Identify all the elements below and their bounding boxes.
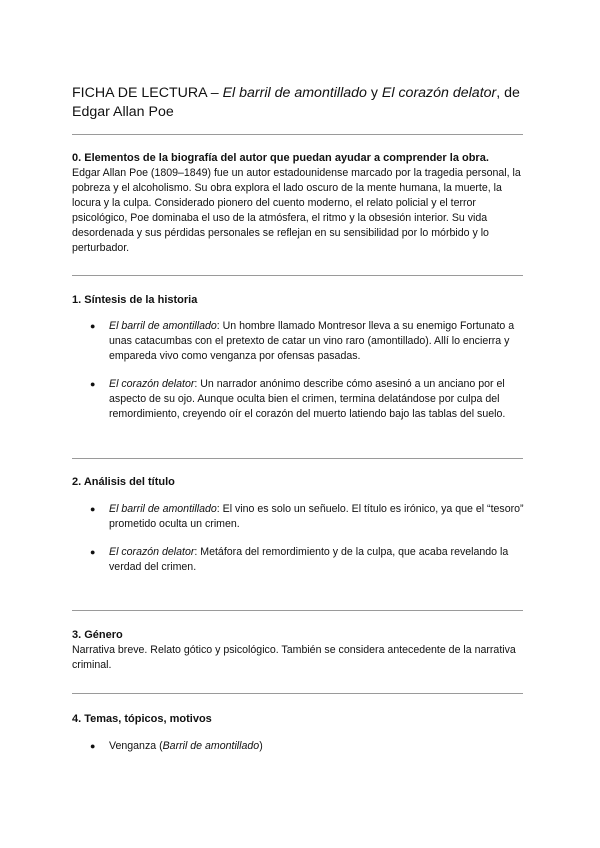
list-item bbox=[90, 377, 530, 422]
item-text: : Un narrador anónimo describe cómo asesinó a un anciano por el aspecto de su ojo. Aunque oculta bien el crimen, termina delatándose por culpa del remordimiento, creyendo oír el corazón del muerto latiendo bajo las tablas del suelo. bbox=[109, 378, 506, 420]
title-work-2: El corazón delator bbox=[381, 85, 497, 101]
divider bbox=[72, 693, 523, 694]
section-3-text: Narrativa breve. Relato gótico y psicológico. También se considera antecedente de la narrativa criminal. bbox=[72, 644, 516, 671]
section-0-heading: 0. Elementos de la biografía del autor que puedan ayudar a comprender la obra. bbox=[72, 152, 489, 164]
list-item bbox=[90, 545, 530, 575]
title-prefix: FICHA DE LECTURA – bbox=[72, 85, 223, 101]
work-name: El corazón delator bbox=[109, 378, 195, 390]
item-text: : El vino es solo un señuelo. El título es irónico, ya que el “tesoro” prometido oculta un crimen. bbox=[109, 503, 524, 530]
list-item bbox=[90, 739, 530, 754]
section-2-heading: 2. Análisis del título bbox=[72, 476, 175, 488]
item-text: Venganza ( bbox=[109, 740, 163, 752]
section-0-text: Edgar Allan Poe (1809–1849) fue un autor estadounidense marcado por la tragedia personal, la pobreza y el alcoholismo. Su obra explora el lado oscuro de la mente humana, la muerte, la locura y la culpa. Considerado pionero del cuento moderno, el relato policial y el terror psicológico, Poe dominaba el uso de la atmósfera, el ritmo y la obsesión interior. Su vida desordenada y sus pérdidas personales se reflejan en su sensibilidad por lo mórbido y lo perturbador. bbox=[72, 167, 521, 254]
title-suffix: , de Edgar Allan Poe bbox=[72, 85, 520, 120]
divider bbox=[72, 275, 523, 276]
bullet-icon: ● bbox=[90, 379, 96, 389]
item-text: : Un hombre llamado Montresor lleva a su enemigo Fortunato a unas catacumbas con el pretexto de catar un vino raro (amontillado). Allí lo encierra y empareda vivo como venganza por ofensas pasadas. bbox=[109, 320, 515, 362]
work-name: El corazón delator bbox=[109, 546, 195, 558]
divider bbox=[72, 134, 523, 135]
divider bbox=[72, 458, 523, 459]
bullet-icon: ● bbox=[90, 504, 96, 514]
document-title bbox=[72, 84, 532, 122]
item-text: : Metáfora del remordimiento y de la culpa, que acaba revelando la verdad del crimen. bbox=[109, 546, 509, 573]
title-work-1: El barril de amontillado bbox=[222, 85, 367, 101]
item-text: ) bbox=[259, 740, 263, 752]
title-connector: y bbox=[366, 85, 382, 101]
bullet-icon: ● bbox=[90, 741, 96, 751]
work-name: El barril de amontillado bbox=[109, 503, 217, 515]
work-name: El barril de amontillado bbox=[109, 320, 217, 332]
bullet-icon: ● bbox=[90, 547, 96, 557]
work-name: Barril de amontillado bbox=[162, 740, 260, 752]
divider bbox=[72, 610, 523, 611]
section-4-heading: 4. Temas, tópicos, motivos bbox=[72, 713, 212, 725]
section-1-heading: 1. Síntesis de la historia bbox=[72, 294, 198, 306]
section-3-heading: 3. Género bbox=[72, 629, 123, 641]
list-item bbox=[90, 319, 530, 364]
list-item bbox=[90, 502, 530, 532]
bullet-icon: ● bbox=[90, 321, 96, 331]
